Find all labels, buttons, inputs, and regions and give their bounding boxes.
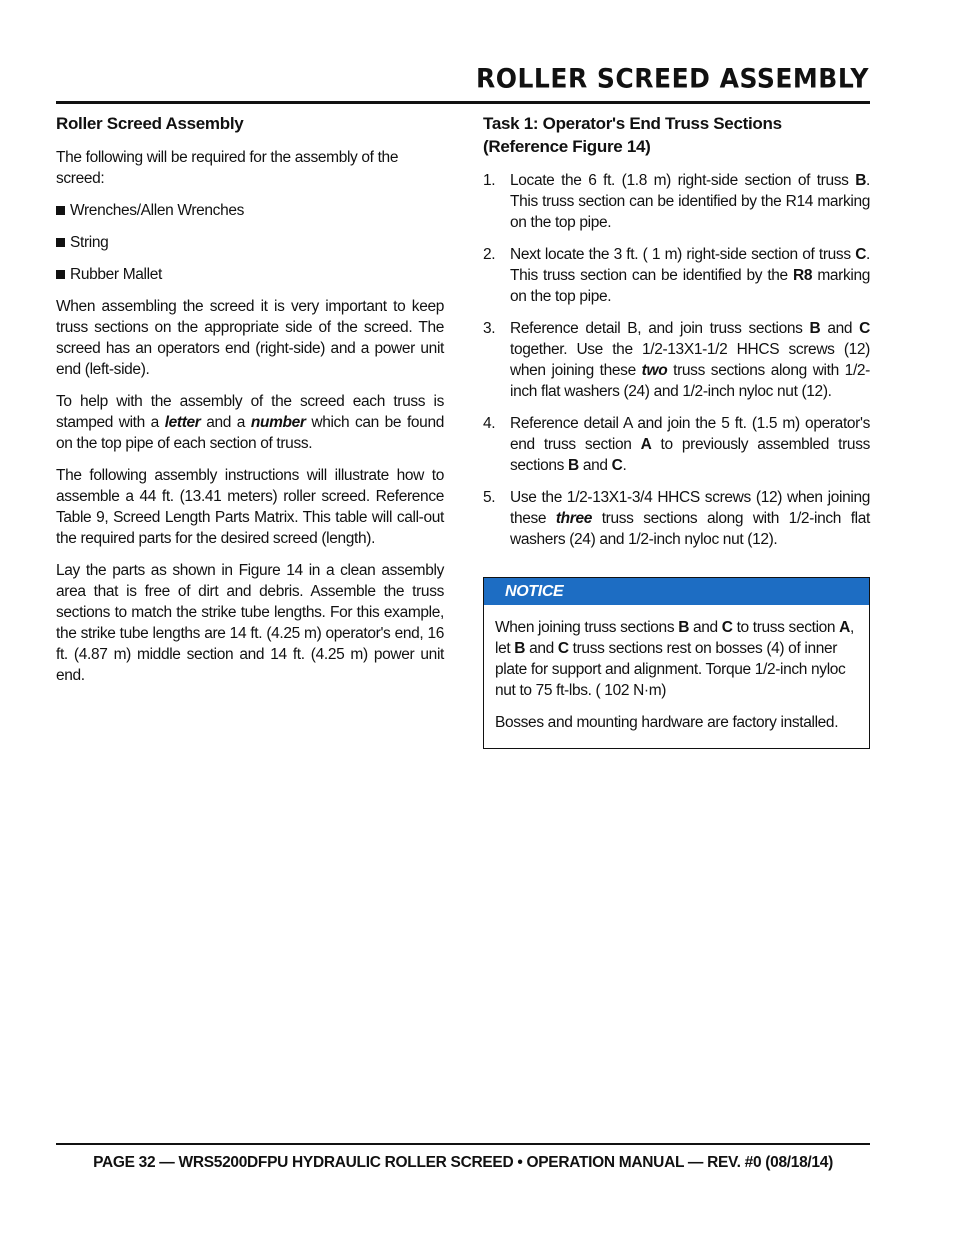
section-heading: Roller Screed Assembly (56, 114, 244, 133)
list-item: 2. Next locate the 3 ft. ( 1 m) right-side section of truss C. This truss section can be identified by the R8 marking on the top pipe. (483, 246, 870, 305)
task-heading: Task 1: Operator's End Truss Sections (Reference Figure 14) (483, 114, 782, 156)
list-item: 1. Locate the 6 ft. (1.8 m) right-side section of truss B. This truss section can be identified by the R14 marking on the top pipe. (483, 172, 870, 231)
left-column (56, 112, 444, 697)
footer-divider (56, 1143, 870, 1145)
step-list (483, 170, 870, 550)
square-bullet-icon (56, 206, 65, 215)
list-item: 4. Reference detail A and join the 5 ft. (1.5 m) operator's end truss section A to previously assembled truss sections B and C. (483, 415, 870, 474)
list-item: Wrenches/Allen Wrenches (56, 200, 444, 221)
list-item: Rubber Mallet (56, 264, 444, 285)
square-bullet-icon (56, 238, 65, 247)
paragraph: The following assembly instructions will illustrate how to assemble a 44 ft. (13.41 meters) roller screed. Reference Table 9, Screed Length Parts Matrix. This table will call-out the required parts for the desired screed (length). (56, 467, 444, 547)
notice-label: NOTICE (484, 578, 869, 605)
list-item: 3. Reference detail B, and join truss sections B and C together. Use the 1/2-13X1-1/2 HHCS screws (12) when joining these two truss sections along with 1/2-inch flat washers (24) and 1/2-inch nyloc nut (12). (483, 320, 870, 400)
notice-text: When joining truss sections B and C to truss section A, let B and C truss sections rest on bosses (4) of inner plate for support and alignment. Torque 1/2-inch nyloc nut to 75 ft-lbs. ( 102 N·m) (495, 619, 854, 699)
paragraph: To help with the assembly of the screed each truss is stamped with a letter and a number which can be found on the top pipe of each section of truss. (56, 393, 444, 452)
list-item: String (56, 232, 444, 253)
notice-body (484, 605, 869, 748)
page-footer: PAGE 32 — WRS5200DFPU HYDRAULIC ROLLER SCREED • OPERATION MANUAL — REV. #0 (08/18/14) (93, 1154, 833, 1171)
title-divider (56, 101, 870, 104)
page-title: ROLLER SCREED ASSEMBLY (476, 63, 869, 94)
paragraph: When assembling the screed it is very important to keep truss sections on the appropriate side of the screed. The screed has an operators end (right-side) and a power unit end (left-side). (56, 298, 444, 378)
notice-text: Bosses and mounting hardware are factory installed. (495, 714, 839, 731)
right-column (483, 112, 870, 561)
notice-box (483, 577, 870, 749)
paragraph: Lay the parts as shown in Figure 14 in a clean assembly area that is free of dirt and debris. Assemble the truss sections to match the strike tube lengths. For this example, the strike tube lengths are 14 ft. (4.25 m) operator's end, 16 ft. (4.87 m) middle section and 14 ft. (4.25 m) power unit end. (56, 562, 444, 684)
square-bullet-icon (56, 270, 65, 279)
intro-text: The following will be required for the assembly of the screed: (56, 149, 399, 187)
list-item: 5. Use the 1/2-13X1-3/4 HHCS screws (12) when joining these three truss sections along with 1/2-inch flat washers (24) and 1/2-inch nyloc nut (12). (483, 489, 870, 548)
